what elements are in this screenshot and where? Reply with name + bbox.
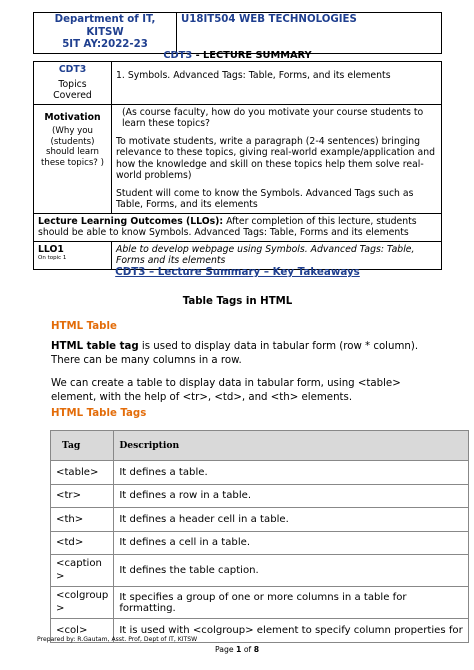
page-number — [0, 645, 474, 654]
tag-cell: <colgroup > — [51, 587, 114, 619]
prepared-by: Prepared by: R.Gautam, Asst. Prof, Dept of IT, KITSW — [37, 636, 198, 643]
paragraph-2: We can create a table to display data in tabular form, using <table> element, with the help of <tr>, <td>, and <th> elements. — [51, 378, 401, 403]
tag-cell: <th> — [51, 508, 114, 532]
table-row — [51, 555, 469, 587]
llo-text: After completion of this lecture, students should be able to know Symbols. Advanced Tags: Table, Forms and its elements — [38, 215, 417, 238]
description-cell: It defines the table caption. — [114, 555, 468, 587]
motivation-sub: (Why you (students) should learn these topics? ) — [41, 126, 104, 168]
cdt-code: CDT3 — [163, 50, 193, 61]
description-cell: It defines a header cell in a table. — [114, 508, 468, 532]
dept-line-3: 5IT AY:2022-23 — [62, 39, 148, 50]
department-cell — [34, 13, 177, 54]
tag-cell: <td> — [51, 531, 114, 555]
topics-label: Topics Covered — [53, 78, 92, 101]
tag-cell: <table> — [51, 461, 114, 485]
summary-table — [33, 61, 442, 270]
page-current: 1 — [236, 645, 242, 654]
table-row — [51, 484, 469, 508]
takeaways-title: CDT3 – Lecture Summary – Key Takeaways — [115, 266, 360, 278]
description-cell: It defines a cell in a table. — [114, 531, 468, 555]
motivation-label: Motivation — [44, 111, 101, 123]
description-cell: It defines a table. — [114, 461, 468, 485]
motivation-p1: (As course faculty, how do you motivate your course students to learn these topics? — [122, 106, 424, 129]
tag-cell: <caption > — [51, 555, 114, 587]
header-table — [33, 12, 442, 54]
motivation-p3: Student will come to know the Symbols. Advanced Tags such as Table, Forms, and its elements — [116, 187, 414, 210]
dept-line-1: Department of IT, — [54, 14, 156, 25]
tag-table-header — [51, 431, 469, 461]
llo1-text: Able to develop webpage using Symbols. Advanced Tags: Table, Forms and its elements — [112, 241, 442, 269]
paragraph-1 — [51, 340, 441, 367]
page-prefix: Page — [214, 645, 237, 654]
header-tag: Tag — [51, 431, 114, 461]
table-row — [51, 508, 469, 532]
topics-label-cell — [34, 62, 112, 105]
tag-table — [50, 430, 469, 643]
para1-bold: HTML table tag — [51, 341, 139, 352]
para1-rest: is used to display data in tabular form (row * column). There can be many columns in a row. — [51, 341, 419, 366]
section-title: Table Tags in HTML — [182, 296, 293, 307]
tags-heading: HTML Table Tags — [51, 408, 147, 419]
page-of: of — [241, 645, 254, 654]
llo-row — [34, 213, 442, 241]
motivation-p2: To motivate students, write a paragraph (2-4 sentences) bringing relevance to these topics, giving real-world example/application and how the knowledge and skill on these topics help them solve real-world problems) — [116, 135, 435, 181]
dept-line-2: KITSW — [86, 26, 124, 38]
table-row — [51, 531, 469, 555]
llo-bold: Lecture Learning Outcomes (LLOs): — [38, 215, 224, 227]
motivation-cell — [112, 104, 442, 213]
tag-cell: <tr> — [51, 484, 114, 508]
cdt-heading — [33, 50, 442, 61]
html-table-heading: HTML Table — [51, 321, 117, 332]
topics-text-content: 1. Symbols. Advanced Tags: Table, Forms, and its elements — [116, 70, 391, 81]
topics-code: CDT3 — [58, 64, 87, 75]
table-row — [51, 461, 469, 485]
description-cell: It is used with <colgroup> element to specify column properties for — [114, 619, 468, 643]
motivation-label-cell — [34, 104, 112, 213]
page-total: 8 — [253, 645, 260, 654]
tag-cell: <col> — [51, 619, 114, 643]
description-cell: It defines a row in a table. — [114, 484, 468, 508]
llo1-label: LLO1 — [38, 243, 64, 255]
header-description: Description — [114, 431, 468, 461]
course-cell: U18IT504 WEB TECHNOLOGIES — [177, 13, 442, 54]
table-row — [51, 587, 469, 619]
topics-text — [112, 62, 442, 105]
llo1-sub: On topic 1 — [38, 255, 67, 261]
cdt-heading-rest: - LECTURE SUMMARY — [192, 50, 312, 61]
llo1-label-cell — [34, 241, 112, 269]
description-cell: It specifies a group of one or more columns in a table for formatting. — [114, 587, 468, 619]
